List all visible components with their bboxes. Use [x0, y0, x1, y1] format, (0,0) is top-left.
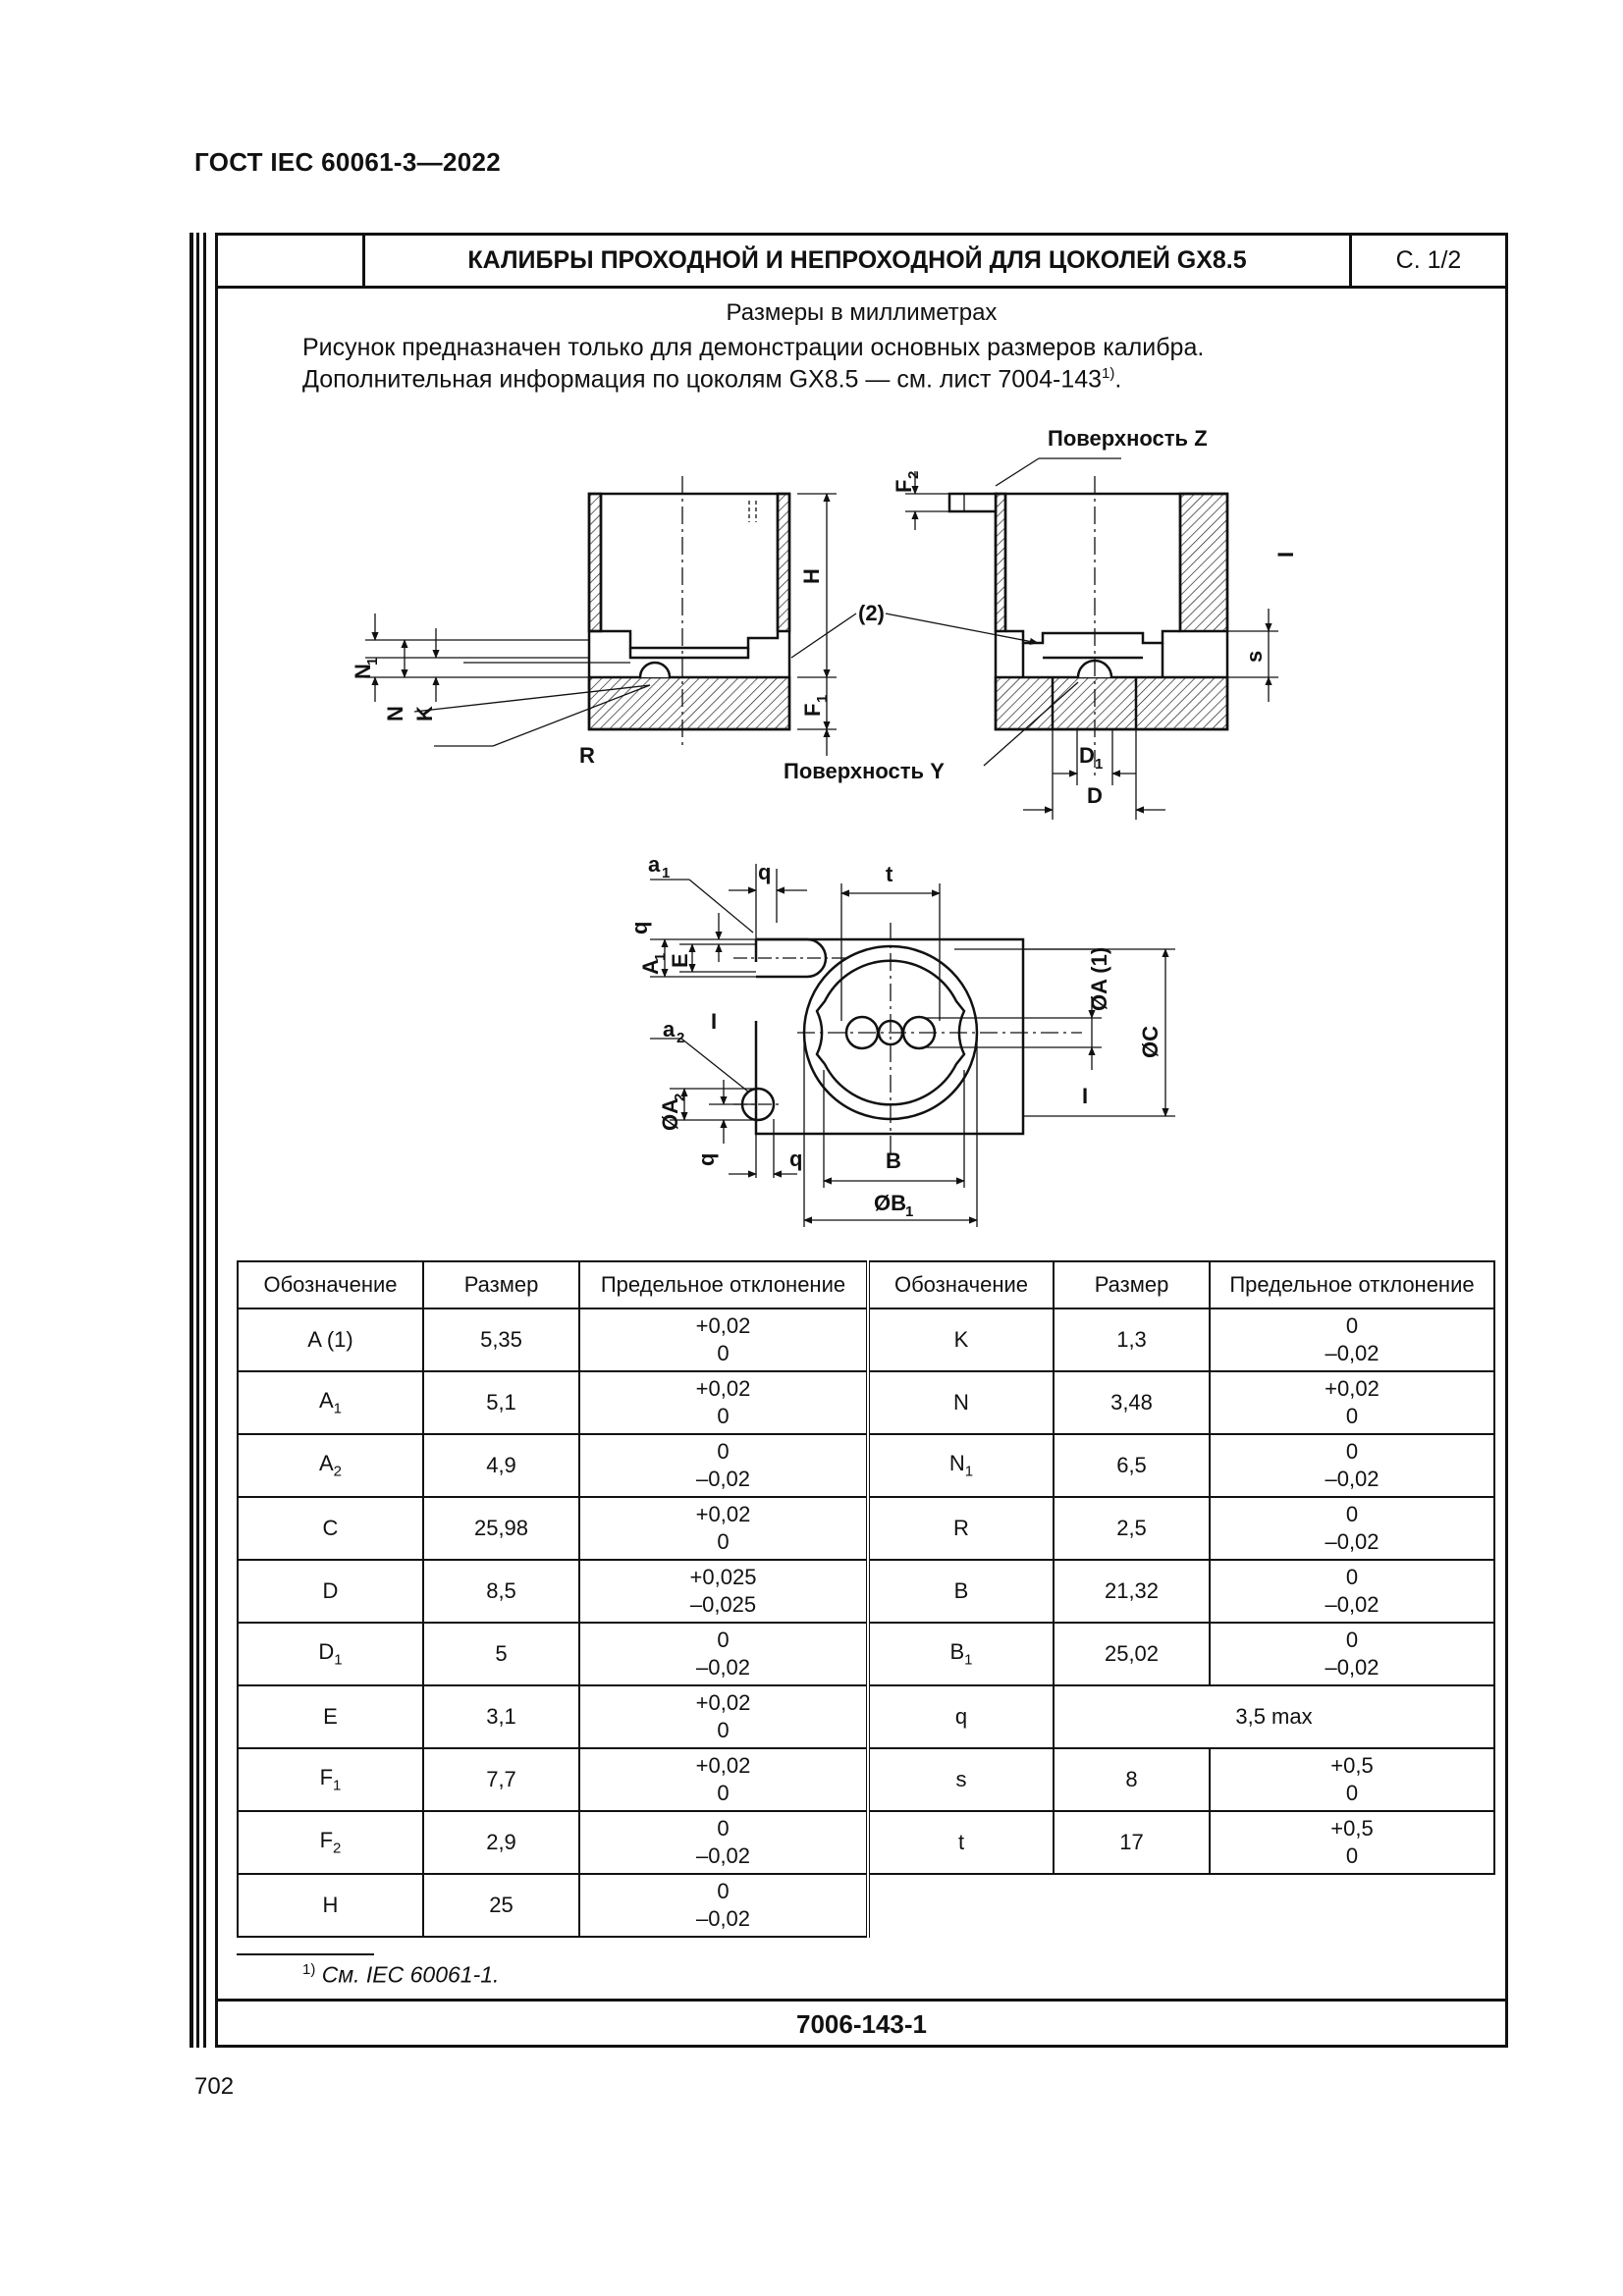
note-line-2-sup: 1) [1102, 365, 1115, 382]
cell-tolerance [579, 1685, 868, 1748]
table-row [238, 1685, 1494, 1748]
tolerance-upper: 0 [1345, 1628, 1359, 1652]
cell-tolerance [1210, 1623, 1494, 1685]
cell-size: 2,9 [423, 1811, 579, 1874]
label-q-bottom-left: q [694, 1152, 719, 1166]
plan-labels [627, 852, 1163, 1220]
right-section-view [949, 476, 1227, 780]
label-two: (2) [858, 601, 885, 625]
cell-size: 7,7 [423, 1748, 579, 1811]
table-row [238, 1371, 1494, 1434]
tolerance-lower: –0,02 [1325, 1592, 1380, 1617]
table-row [238, 1623, 1494, 1685]
label-B: B [886, 1148, 901, 1173]
label-R: R [579, 743, 595, 768]
designation-subscript: 2 [333, 1463, 343, 1480]
tolerance-lower: –0,02 [1325, 1655, 1380, 1680]
cell-tolerance [579, 1623, 868, 1685]
designation-symbol: E [323, 1704, 338, 1729]
cell-designation [238, 1685, 423, 1748]
tolerance-upper: +0,02 [695, 1502, 751, 1526]
cell-tolerance [1210, 1497, 1494, 1560]
plan-view [733, 923, 1082, 1153]
cell-tolerance [1210, 1748, 1494, 1811]
label-OB1-sub: 1 [905, 1203, 914, 1220]
label-q-left: q [627, 921, 652, 934]
designation-subscript: 1 [964, 1463, 974, 1480]
footnote-mark: 1) [302, 1961, 316, 1978]
tolerance-lower: 0 [717, 1341, 730, 1365]
label-OA2-sub: 2 [672, 1093, 688, 1101]
cell-size: 2,5 [1054, 1497, 1210, 1560]
label-a1-sub: 1 [662, 865, 671, 881]
cell-designation [238, 1560, 423, 1623]
label-OB1: ØB [874, 1191, 906, 1215]
sheet-frame [215, 233, 1508, 2048]
cell-designation [868, 1371, 1054, 1434]
designation-symbol: B [949, 1639, 965, 1665]
tolerance-upper: +0,025 [689, 1565, 757, 1589]
cell-size: 25 [423, 1874, 579, 1937]
cell-tolerance [1210, 1371, 1494, 1434]
tolerance-upper: +0,5 [1330, 1753, 1374, 1778]
cell-designation [238, 1434, 423, 1497]
table-row [238, 1874, 1494, 1937]
label-OA2: ØA [658, 1098, 682, 1131]
label-H: H [799, 568, 824, 584]
label-I-right: I [1082, 1084, 1089, 1108]
label-F1: F [800, 703, 825, 717]
label-q-top: q [758, 860, 772, 884]
footnote-text: См. IEC 60061-1. [321, 1961, 500, 1988]
margin-line [189, 233, 193, 2048]
cell-designation [868, 1308, 1054, 1371]
label-surface-y: Поверхность Y [784, 759, 945, 783]
tolerance-upper: 0 [717, 1879, 730, 1903]
cell-tolerance [579, 1874, 868, 1937]
cell-size: 5 [423, 1623, 579, 1685]
tolerance-upper: 0 [717, 1816, 730, 1841]
cell-size: 5,35 [423, 1308, 579, 1371]
designation-symbol: A [318, 1451, 334, 1476]
table-row [238, 1560, 1494, 1623]
designation-symbol: D [318, 1639, 335, 1665]
page-number: 702 [194, 2073, 235, 2100]
cell-tolerance [1210, 1560, 1494, 1623]
label-q-bottom: q [789, 1147, 803, 1171]
tolerance-upper: +0,02 [695, 1376, 751, 1401]
cell-size: 21,32 [1054, 1560, 1210, 1623]
label-OC: ØC [1138, 1026, 1163, 1058]
tolerance-lower: –0,02 [1325, 1529, 1380, 1554]
tolerance-upper: 0 [717, 1628, 730, 1652]
cell-designation [238, 1874, 423, 1937]
cell-designation [238, 1308, 423, 1371]
tolerance-lower: 0 [717, 1781, 730, 1805]
label-F1-sub: 1 [814, 694, 831, 703]
tolerance-lower: 0 [1345, 1781, 1359, 1805]
designation-symbol: B [953, 1578, 969, 1603]
cell-size: 4,9 [423, 1434, 579, 1497]
label-I1: I [1273, 551, 1298, 558]
tolerance-lower: 0 [717, 1718, 730, 1742]
tolerance-upper: 0 [1345, 1313, 1359, 1338]
label-t: t [886, 862, 893, 886]
label-OA1: ØA (1) [1087, 946, 1111, 1011]
col-header: Размер [1054, 1261, 1210, 1308]
label-surface-z: Поверхность Z [1048, 426, 1208, 451]
cell-designation [238, 1497, 423, 1560]
sheet-title: КАЛИБРЫ ПРОХОДНОЙ И НЕПРОХОДНОЙ ДЛЯ ЦОКОЛЕЙ GX8.5 [365, 236, 1352, 286]
tolerance-lower: –0,02 [1325, 1341, 1380, 1365]
note-line-2-text: Дополнительная информация по цоколям GX8.5 — см. лист 7004-143 [302, 365, 1103, 394]
cell-size: 3,1 [423, 1685, 579, 1748]
cell-designation [868, 1685, 1054, 1748]
label-K: K [412, 706, 437, 721]
tolerance-upper: +0,02 [1325, 1376, 1380, 1401]
cell-size: 6,5 [1054, 1434, 1210, 1497]
label-F2-sub: 2 [905, 470, 922, 479]
cell-size: 17 [1054, 1811, 1210, 1874]
dimensions-table [237, 1260, 1495, 1938]
label-N1-sub: 1 [364, 657, 381, 666]
cell-tolerance [579, 1560, 868, 1623]
table-row [238, 1811, 1494, 1874]
cell-tolerance [579, 1308, 868, 1371]
cell-tolerance [579, 1811, 868, 1874]
label-D1-sub: 1 [1095, 756, 1104, 773]
cell-designation [238, 1748, 423, 1811]
gauge-drawing [218, 236, 1505, 1256]
designation-symbol: R [953, 1516, 969, 1540]
tolerance-upper: +0,02 [695, 1313, 751, 1338]
cell-size: 3,48 [1054, 1371, 1210, 1434]
designation-symbol: N [948, 1451, 965, 1476]
cell-designation [238, 1623, 423, 1685]
cell-designation [868, 1434, 1054, 1497]
col-header: Предельное отклонение [579, 1261, 868, 1308]
col-header: Размер [423, 1261, 579, 1308]
tolerance-upper: 0 [1345, 1565, 1359, 1589]
tolerance-upper: 0 [717, 1439, 730, 1464]
cell-tolerance [579, 1371, 868, 1434]
cell-size: 25,98 [423, 1497, 579, 1560]
designation-subscript: 2 [333, 1840, 342, 1857]
table-header-row [238, 1261, 1494, 1308]
table-row [238, 1434, 1494, 1497]
empty-cell [868, 1874, 1494, 1937]
table-row [238, 1748, 1494, 1811]
label-I: I [711, 1009, 718, 1034]
cell-tolerance [579, 1434, 868, 1497]
designation-symbol: F [319, 1828, 334, 1853]
tolerance-lower: –0,02 [1325, 1467, 1380, 1491]
cell-size: 25,02 [1054, 1623, 1210, 1685]
designation-symbol: K [953, 1327, 969, 1352]
document-header: ГОСТ IEC 60061-3—2022 [194, 147, 501, 177]
cell-size: 8,5 [423, 1560, 579, 1623]
units-note: Размеры в миллиметрах [726, 299, 998, 326]
label-A1: A [638, 959, 663, 975]
designation-subscript: 1 [964, 1651, 973, 1669]
cell-tolerance [579, 1497, 868, 1560]
designation-symbol: N [953, 1390, 969, 1415]
designation-subscript: 1 [334, 1651, 343, 1669]
label-D: D [1087, 783, 1103, 808]
col-header: Предельное отклонение [1210, 1261, 1494, 1308]
label-a2: a [663, 1017, 676, 1041]
note-line-1: Рисунок предназначен только для демонстрации основных размеров калибра. [302, 334, 1205, 361]
cell-tolerance [1210, 1811, 1494, 1874]
label-D1: D [1079, 743, 1095, 768]
cell-size-merged: 3,5 max [1054, 1685, 1494, 1748]
cell-designation [868, 1748, 1054, 1811]
designation-symbol: t [957, 1830, 965, 1854]
tolerance-upper: +0,02 [695, 1690, 751, 1715]
designation-symbol: C [322, 1516, 339, 1540]
cell-designation [868, 1811, 1054, 1874]
footnote [302, 1961, 499, 1989]
label-a1: a [648, 852, 661, 877]
label-A1-sub: 1 [652, 952, 669, 961]
designation-symbol: D [322, 1578, 339, 1603]
plan-dimensions [650, 864, 1175, 1227]
tolerance-lower: 0 [717, 1529, 730, 1554]
designation-subscript: 1 [333, 1400, 343, 1417]
tolerance-lower: –0,02 [695, 1655, 751, 1680]
cell-designation [238, 1811, 423, 1874]
cell-tolerance [1210, 1434, 1494, 1497]
designation-symbol: q [954, 1704, 968, 1729]
designation-subscript: 1 [333, 1777, 342, 1794]
tolerance-lower: 0 [1345, 1404, 1359, 1428]
margin-line [203, 233, 206, 2048]
cell-designation [238, 1371, 423, 1434]
tolerance-upper: +0,5 [1330, 1816, 1374, 1841]
label-N: N [383, 706, 407, 721]
tolerance-upper: 0 [1345, 1439, 1359, 1464]
designation-symbol: H [322, 1893, 339, 1917]
tolerance-upper: +0,02 [695, 1753, 751, 1778]
col-header: Обозначение [238, 1261, 423, 1308]
tolerance-lower: –0,02 [695, 1906, 751, 1931]
tolerance-lower: 0 [717, 1404, 730, 1428]
margin-line [196, 233, 199, 2048]
label-s: s [1242, 650, 1267, 663]
tolerance-upper: 0 [1345, 1502, 1359, 1526]
table-row [238, 1308, 1494, 1371]
cell-size: 5,1 [423, 1371, 579, 1434]
cell-designation [868, 1560, 1054, 1623]
table-row [238, 1497, 1494, 1560]
tolerance-lower: –0,025 [689, 1592, 757, 1617]
tolerance-lower: 0 [1345, 1843, 1359, 1868]
cell-tolerance [1210, 1308, 1494, 1371]
cell-designation [868, 1497, 1054, 1560]
designation-symbol: A [318, 1388, 334, 1414]
col-header: Обозначение [868, 1261, 1054, 1308]
tolerance-lower: –0,02 [695, 1843, 751, 1868]
cell-size: 1,3 [1054, 1308, 1210, 1371]
cell-designation [868, 1623, 1054, 1685]
label-a2-sub: 2 [676, 1030, 685, 1046]
designation-symbol: A (1) [307, 1327, 353, 1352]
footnote-rule [237, 1953, 374, 1955]
note-line-2-end: . [1114, 365, 1122, 394]
sheet-number: 7006-143-1 [218, 1999, 1505, 2048]
designation-symbol: F [319, 1765, 334, 1790]
sheet-page: С. 1/2 [1395, 246, 1462, 274]
designation-symbol: s [955, 1767, 967, 1791]
cell-size: 8 [1054, 1748, 1210, 1811]
left-section-view [589, 476, 789, 746]
label-N1: N [351, 664, 375, 679]
label-E: E [668, 953, 692, 968]
tolerance-lower: –0,02 [695, 1467, 751, 1491]
cell-tolerance [579, 1748, 868, 1811]
label-F2: F [892, 479, 916, 493]
